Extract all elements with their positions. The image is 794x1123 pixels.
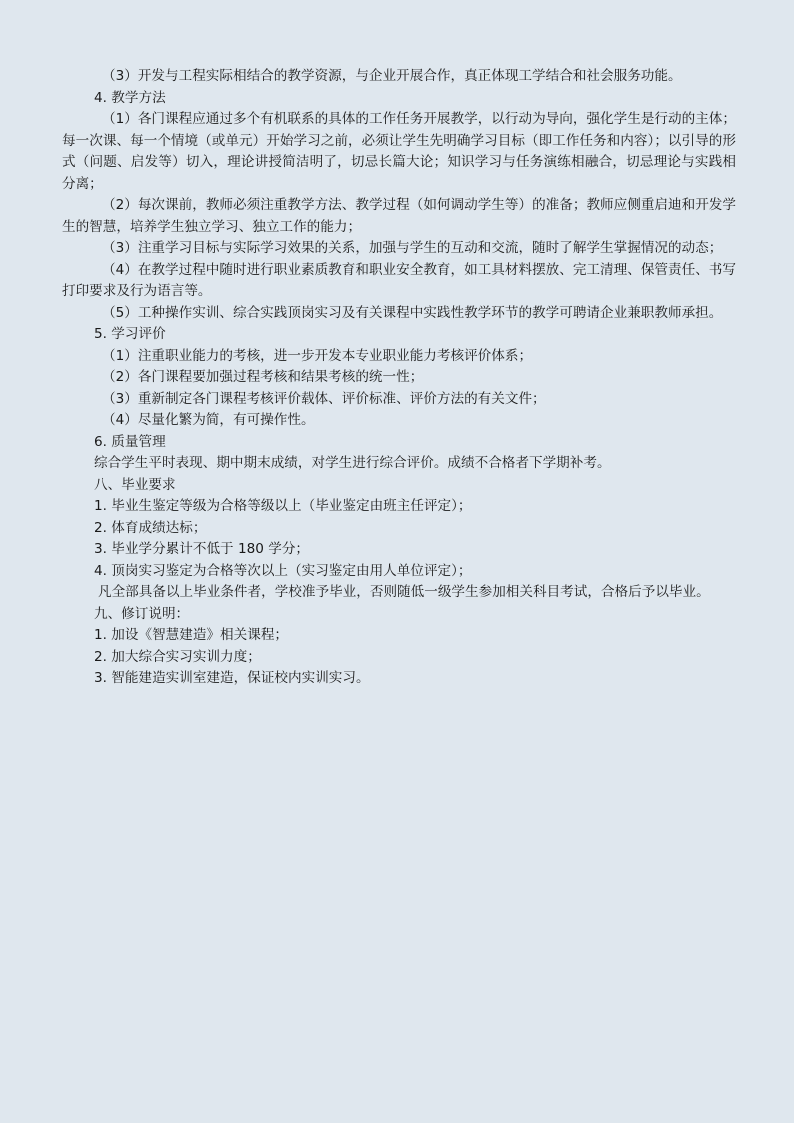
list-item: （3）重新制定各门课程考核评价载体、评价标准、评价方法的有关文件； [102, 390, 546, 407]
list-item: 2. 体育成绩达标； [94, 519, 207, 536]
paragraph: （3）开发与工程实际相结合的教学资源，与企业开展合作，真正体现工学结合和社会服务功能。 [102, 68, 682, 84]
list-item: （2）各门课程要加强过程考核和结果考核的统一性； [102, 369, 424, 385]
section-heading: 八、毕业要求 [94, 476, 176, 493]
list-item: 1. 毕业生鉴定等级为合格等级以上（毕业鉴定由班主任评定）； [94, 498, 472, 514]
list-item: 3. 毕业学分累计不低于 180 学分； [94, 541, 310, 557]
section-heading: 4. 教学方法 [94, 89, 166, 106]
section-heading: 5. 学习评价 [94, 326, 166, 342]
paragraph: 凡全部具备以上毕业条件者，学校准予毕业，否则随低一级学生参加相关科目考试，合格后予以毕业。 [98, 584, 710, 600]
paragraph: （3）注重学习目标与实际学习效果的关系，加强与学生的互动和交流，随时了解学生掌握情况的动态； [102, 240, 723, 256]
list-item: 2. 加大综合实习实训力度； [94, 648, 261, 665]
document-body [62, 66, 736, 690]
list-item: （1）注重职业能力的考核，进一步开发本专业职业能力考核评价体系； [102, 347, 533, 364]
paragraph: （1）各门课程应通过多个有机联系的具体的工作任务开展教学，以行动为导向，强化学生是行动的主体；每一次课、每一个情境（或单元）开始学习之前，必须让学生先明确学习目标（即工作任务和内容）；以引导的形式（问题、启发等）切入，理论讲授简洁明了，切忌长篇大论；知识学习与任务演练相融合，切忌理论与实践相分离； [62, 111, 736, 192]
paragraph: 综合学生平时表现、期中期末成绩，对学生进行综合评价。成绩不合格者下学期补考。 [94, 455, 611, 471]
section-heading: 6. 质量管理 [94, 433, 166, 450]
section-heading: 九、修订说明： [94, 605, 190, 622]
paragraph: （2）每次课前，教师必须注重教学方法、教学过程（如何调动学生等）的准备；教师应侧重启迪和开发学生的智慧，培养学生独立学习、独立工作的能力； [62, 197, 736, 235]
paragraph: （5）工种操作实训、综合实践顶岗实习及有关课程中实践性教学环节的教学可聘请企业兼职教师承担。 [102, 304, 723, 321]
paragraph: （4）在教学过程中随时进行职业素质教育和职业安全教育，如工具材料摆放、完工清理、保管责任、书写打印要求及行为语言等。 [62, 261, 736, 299]
list-item: 1. 加设《智慧建造》相关课程； [94, 627, 289, 643]
list-item: 3. 智能建造实训室建造，保证校内实训实习。 [94, 670, 370, 686]
list-item: 4. 顶岗实习鉴定为合格等次以上（实习鉴定由用人单位评定）； [94, 562, 472, 579]
list-item: （4）尽量化繁为简，有可操作性。 [102, 412, 315, 428]
